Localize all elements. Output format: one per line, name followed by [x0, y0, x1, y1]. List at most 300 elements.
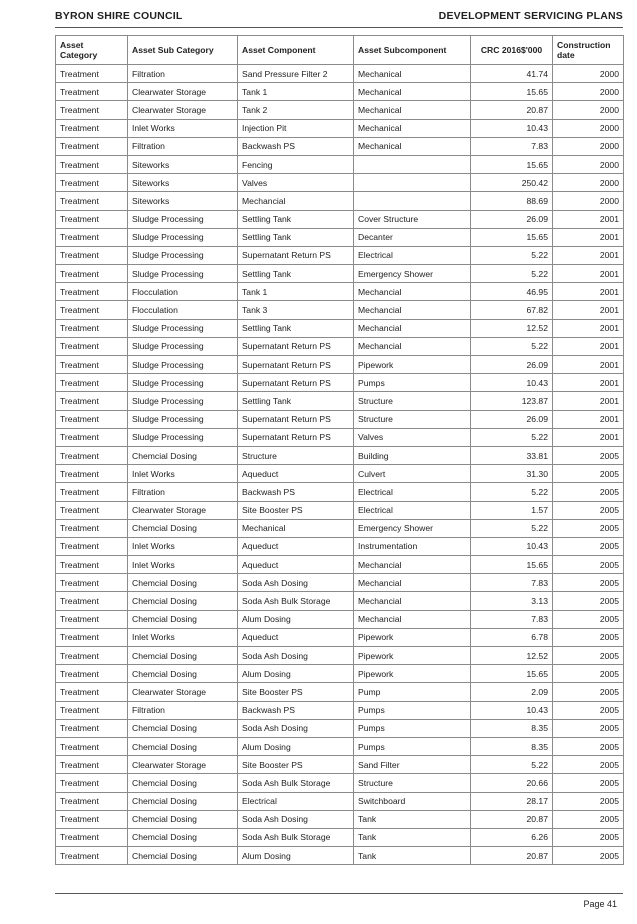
cell-asset-component: Aqueduct — [238, 556, 354, 574]
cell-asset-sub-category: Sludge Processing — [128, 337, 238, 355]
cell-construction-date: 2001 — [553, 428, 624, 446]
cell-construction-date: 2001 — [553, 246, 624, 264]
cell-asset-sub-category: Clearwater Storage — [128, 756, 238, 774]
cell-asset-sub-category: Chemcial Dosing — [128, 828, 238, 846]
table-row — [56, 665, 624, 683]
cell-asset-sub-category: Sludge Processing — [128, 319, 238, 337]
cell-asset-component: Injection Pit — [238, 119, 354, 137]
cell-construction-date: 2005 — [553, 556, 624, 574]
col-asset-sub-category: Asset Sub Category — [128, 36, 238, 65]
cell-asset-subcomponent: Pump — [354, 683, 471, 701]
cell-construction-date: 2005 — [553, 592, 624, 610]
cell-crc: 123.87 — [471, 392, 553, 410]
cell-construction-date: 2005 — [553, 483, 624, 501]
table-row — [56, 756, 624, 774]
cell-crc: 31.30 — [471, 465, 553, 483]
table-row — [56, 246, 624, 264]
cell-asset-sub-category: Chemcial Dosing — [128, 810, 238, 828]
cell-asset-component: Aqueduct — [238, 628, 354, 646]
cell-asset-category: Treatment — [56, 628, 128, 646]
cell-crc: 15.65 — [471, 556, 553, 574]
cell-asset-sub-category: Chemcial Dosing — [128, 519, 238, 537]
asset-table — [55, 35, 624, 865]
cell-asset-category: Treatment — [56, 155, 128, 173]
cell-asset-sub-category: Sludge Processing — [128, 374, 238, 392]
cell-asset-component: Alum Dosing — [238, 610, 354, 628]
cell-asset-component: Aqueduct — [238, 465, 354, 483]
cell-asset-component: Sand Pressure Filter 2 — [238, 65, 354, 83]
cell-asset-component: Site Booster PS — [238, 501, 354, 519]
cell-asset-component: Settling Tank — [238, 228, 354, 246]
cell-asset-component: Soda Ash Bulk Storage — [238, 592, 354, 610]
cell-construction-date: 2005 — [553, 774, 624, 792]
table-row — [56, 592, 624, 610]
cell-asset-subcomponent: Culvert — [354, 465, 471, 483]
cell-crc: 26.09 — [471, 410, 553, 428]
cell-crc: 5.22 — [471, 756, 553, 774]
cell-asset-component: Supernatant Return PS — [238, 374, 354, 392]
cell-asset-component: Alum Dosing — [238, 665, 354, 683]
cell-asset-category: Treatment — [56, 756, 128, 774]
cell-crc: 26.09 — [471, 356, 553, 374]
cell-crc: 26.09 — [471, 210, 553, 228]
table-row — [56, 228, 624, 246]
cell-asset-category: Treatment — [56, 283, 128, 301]
cell-asset-subcomponent: Switchboard — [354, 792, 471, 810]
cell-crc: 10.43 — [471, 701, 553, 719]
cell-asset-component: Aqueduct — [238, 537, 354, 555]
cell-asset-category: Treatment — [56, 610, 128, 628]
cell-asset-subcomponent: Mechanical — [354, 83, 471, 101]
cell-asset-sub-category: Filtration — [128, 701, 238, 719]
table-row — [56, 137, 624, 155]
cell-asset-sub-category: Clearwater Storage — [128, 501, 238, 519]
cell-asset-subcomponent: Mechanical — [354, 137, 471, 155]
cell-construction-date: 2005 — [553, 683, 624, 701]
cell-asset-subcomponent: Tank — [354, 810, 471, 828]
document-title: DEVELOPMENT SERVICING PLANS — [438, 10, 623, 22]
cell-asset-subcomponent: Emergency Shower — [354, 265, 471, 283]
cell-asset-component: Settling Tank — [238, 392, 354, 410]
page-number: Page 41 — [583, 899, 617, 909]
cell-construction-date: 2000 — [553, 192, 624, 210]
cell-asset-component: Soda Ash Bulk Storage — [238, 774, 354, 792]
cell-crc: 15.65 — [471, 665, 553, 683]
footer-rule — [55, 893, 623, 894]
cell-asset-category: Treatment — [56, 574, 128, 592]
cell-crc: 15.65 — [471, 228, 553, 246]
cell-asset-component: Soda Ash Dosing — [238, 574, 354, 592]
cell-construction-date: 2001 — [553, 301, 624, 319]
cell-asset-sub-category: Chemcial Dosing — [128, 719, 238, 737]
cell-asset-subcomponent: Pipework — [354, 628, 471, 646]
cell-asset-subcomponent: Mechancial — [354, 337, 471, 355]
table-row — [56, 392, 624, 410]
cell-asset-sub-category: Inlet Works — [128, 537, 238, 555]
table-row — [56, 610, 624, 628]
cell-asset-component: Soda Ash Dosing — [238, 810, 354, 828]
cell-asset-component: Tank 2 — [238, 101, 354, 119]
cell-crc: 88.69 — [471, 192, 553, 210]
table-row — [56, 774, 624, 792]
cell-asset-subcomponent: Valves — [354, 428, 471, 446]
table-row — [56, 519, 624, 537]
cell-construction-date: 2005 — [553, 847, 624, 865]
cell-asset-component: Settling Tank — [238, 319, 354, 337]
cell-construction-date: 2001 — [553, 410, 624, 428]
cell-asset-category: Treatment — [56, 337, 128, 355]
col-asset-category: Asset Category — [56, 36, 128, 65]
cell-asset-subcomponent: Pumps — [354, 374, 471, 392]
cell-construction-date: 2005 — [553, 719, 624, 737]
cell-asset-subcomponent: Mechancial — [354, 592, 471, 610]
cell-construction-date: 2005 — [553, 792, 624, 810]
table-row — [56, 155, 624, 173]
cell-asset-subcomponent: Pipework — [354, 665, 471, 683]
table-row — [56, 828, 624, 846]
cell-asset-category: Treatment — [56, 701, 128, 719]
cell-asset-category: Treatment — [56, 428, 128, 446]
cell-crc: 6.78 — [471, 628, 553, 646]
cell-construction-date: 2001 — [553, 356, 624, 374]
table-row — [56, 792, 624, 810]
table-row — [56, 265, 624, 283]
cell-asset-component: Valves — [238, 174, 354, 192]
cell-asset-subcomponent: Mechanical — [354, 119, 471, 137]
table-body — [56, 65, 624, 865]
cell-asset-category: Treatment — [56, 592, 128, 610]
cell-construction-date: 2001 — [553, 283, 624, 301]
cell-crc: 10.43 — [471, 119, 553, 137]
cell-asset-subcomponent: Mechancial — [354, 283, 471, 301]
cell-asset-subcomponent: Mechanical — [354, 65, 471, 83]
cell-asset-subcomponent: Electrical — [354, 501, 471, 519]
cell-construction-date: 2005 — [553, 665, 624, 683]
cell-construction-date: 2000 — [553, 155, 624, 173]
table-row — [56, 737, 624, 755]
cell-asset-subcomponent: Structure — [354, 774, 471, 792]
table-row — [56, 410, 624, 428]
table-row — [56, 556, 624, 574]
cell-asset-sub-category: Inlet Works — [128, 556, 238, 574]
cell-asset-category: Treatment — [56, 119, 128, 137]
cell-crc: 5.22 — [471, 483, 553, 501]
cell-construction-date: 2001 — [553, 228, 624, 246]
cell-asset-category: Treatment — [56, 392, 128, 410]
cell-asset-component: Tank 3 — [238, 301, 354, 319]
cell-asset-sub-category: Sludge Processing — [128, 210, 238, 228]
cell-asset-category: Treatment — [56, 792, 128, 810]
cell-construction-date: 2000 — [553, 174, 624, 192]
cell-asset-sub-category: Sludge Processing — [128, 246, 238, 264]
cell-construction-date: 2001 — [553, 210, 624, 228]
cell-asset-component: Soda Ash Dosing — [238, 647, 354, 665]
table-row — [56, 65, 624, 83]
cell-asset-component: Backwash PS — [238, 701, 354, 719]
table-row — [56, 428, 624, 446]
cell-crc: 7.83 — [471, 610, 553, 628]
table-row — [56, 810, 624, 828]
cell-asset-component: Backwash PS — [238, 137, 354, 155]
cell-asset-category: Treatment — [56, 228, 128, 246]
cell-asset-sub-category: Filtration — [128, 137, 238, 155]
cell-crc: 20.66 — [471, 774, 553, 792]
cell-asset-sub-category: Siteworks — [128, 155, 238, 173]
cell-asset-category: Treatment — [56, 410, 128, 428]
cell-asset-sub-category: Chemcial Dosing — [128, 665, 238, 683]
cell-crc: 3.13 — [471, 592, 553, 610]
cell-crc: 7.83 — [471, 574, 553, 592]
table-row — [56, 483, 624, 501]
table-row — [56, 647, 624, 665]
cell-construction-date: 2001 — [553, 319, 624, 337]
table-row — [56, 683, 624, 701]
table-row — [56, 628, 624, 646]
cell-asset-component: Site Booster PS — [238, 756, 354, 774]
cell-asset-subcomponent: Pumps — [354, 737, 471, 755]
cell-asset-sub-category: Sludge Processing — [128, 356, 238, 374]
cell-crc: 8.35 — [471, 719, 553, 737]
cell-asset-subcomponent: Mechancial — [354, 319, 471, 337]
cell-construction-date: 2005 — [553, 701, 624, 719]
cell-asset-sub-category: Chemcial Dosing — [128, 737, 238, 755]
cell-crc: 7.83 — [471, 137, 553, 155]
cell-asset-sub-category: Clearwater Storage — [128, 101, 238, 119]
cell-crc: 20.87 — [471, 810, 553, 828]
cell-crc: 12.52 — [471, 319, 553, 337]
cell-asset-category: Treatment — [56, 556, 128, 574]
cell-asset-category: Treatment — [56, 65, 128, 83]
table-header-row — [56, 36, 624, 65]
table-row — [56, 210, 624, 228]
cell-asset-category: Treatment — [56, 665, 128, 683]
table-row — [56, 301, 624, 319]
cell-asset-sub-category: Clearwater Storage — [128, 83, 238, 101]
cell-crc: 5.22 — [471, 519, 553, 537]
cell-crc: 1.57 — [471, 501, 553, 519]
cell-asset-subcomponent: Instrumentation — [354, 537, 471, 555]
cell-asset-component: Tank 1 — [238, 83, 354, 101]
cell-asset-component: Alum Dosing — [238, 737, 354, 755]
cell-asset-component: Fencing — [238, 155, 354, 173]
cell-asset-subcomponent: Mechanical — [354, 101, 471, 119]
cell-asset-category: Treatment — [56, 501, 128, 519]
table-row — [56, 374, 624, 392]
cell-asset-sub-category: Inlet Works — [128, 119, 238, 137]
cell-construction-date: 2005 — [553, 519, 624, 537]
cell-asset-subcomponent: Building — [354, 446, 471, 464]
table-row — [56, 192, 624, 210]
cell-construction-date: 2000 — [553, 119, 624, 137]
cell-asset-category: Treatment — [56, 465, 128, 483]
table-row — [56, 574, 624, 592]
table-row — [56, 283, 624, 301]
cell-crc: 15.65 — [471, 155, 553, 173]
cell-asset-subcomponent — [354, 192, 471, 210]
cell-crc: 5.22 — [471, 428, 553, 446]
cell-construction-date: 2005 — [553, 574, 624, 592]
cell-asset-category: Treatment — [56, 101, 128, 119]
cell-asset-component: Settling Tank — [238, 265, 354, 283]
cell-asset-component: Backwash PS — [238, 483, 354, 501]
cell-asset-component: Soda Ash Bulk Storage — [238, 828, 354, 846]
cell-asset-component: Structure — [238, 446, 354, 464]
cell-asset-sub-category: Sludge Processing — [128, 410, 238, 428]
table-row — [56, 719, 624, 737]
cell-crc: 67.82 — [471, 301, 553, 319]
cell-asset-category: Treatment — [56, 810, 128, 828]
cell-asset-component: Soda Ash Dosing — [238, 719, 354, 737]
cell-asset-category: Treatment — [56, 683, 128, 701]
cell-asset-subcomponent: Emergency Shower — [354, 519, 471, 537]
cell-asset-subcomponent: Tank — [354, 828, 471, 846]
cell-asset-component: Supernatant Return PS — [238, 428, 354, 446]
cell-asset-component: Supernatant Return PS — [238, 356, 354, 374]
cell-construction-date: 2005 — [553, 610, 624, 628]
cell-asset-subcomponent: Electrical — [354, 246, 471, 264]
cell-construction-date: 2000 — [553, 83, 624, 101]
cell-construction-date: 2005 — [553, 501, 624, 519]
col-asset-component: Asset Component — [238, 36, 354, 65]
cell-asset-sub-category: Flocculation — [128, 283, 238, 301]
cell-crc: 5.22 — [471, 246, 553, 264]
header-rule — [55, 27, 623, 28]
cell-asset-category: Treatment — [56, 210, 128, 228]
cell-asset-component: Supernatant Return PS — [238, 410, 354, 428]
cell-crc: 250.42 — [471, 174, 553, 192]
cell-asset-component: Settling Tank — [238, 210, 354, 228]
cell-construction-date: 2005 — [553, 537, 624, 555]
cell-asset-category: Treatment — [56, 192, 128, 210]
cell-construction-date: 2005 — [553, 628, 624, 646]
cell-crc: 5.22 — [471, 337, 553, 355]
cell-crc: 20.87 — [471, 101, 553, 119]
cell-asset-category: Treatment — [56, 374, 128, 392]
cell-asset-sub-category: Filtration — [128, 483, 238, 501]
cell-construction-date: 2001 — [553, 265, 624, 283]
col-construction-date: Construction date — [553, 36, 624, 65]
cell-asset-subcomponent: Mechancial — [354, 556, 471, 574]
cell-asset-sub-category: Inlet Works — [128, 628, 238, 646]
cell-asset-sub-category: Filtration — [128, 65, 238, 83]
cell-crc: 28.17 — [471, 792, 553, 810]
cell-asset-sub-category: Chemcial Dosing — [128, 792, 238, 810]
cell-crc: 41.74 — [471, 65, 553, 83]
cell-asset-category: Treatment — [56, 828, 128, 846]
cell-asset-component: Supernatant Return PS — [238, 246, 354, 264]
cell-asset-subcomponent: Tank — [354, 847, 471, 865]
cell-asset-category: Treatment — [56, 847, 128, 865]
table-row — [56, 501, 624, 519]
cell-asset-subcomponent: Pumps — [354, 719, 471, 737]
cell-asset-category: Treatment — [56, 174, 128, 192]
cell-asset-subcomponent — [354, 155, 471, 173]
table-row — [56, 847, 624, 865]
cell-asset-category: Treatment — [56, 246, 128, 264]
cell-asset-category: Treatment — [56, 356, 128, 374]
cell-asset-sub-category: Chemcial Dosing — [128, 574, 238, 592]
table-row — [56, 446, 624, 464]
table-row — [56, 465, 624, 483]
cell-asset-subcomponent: Mechancial — [354, 574, 471, 592]
cell-asset-category: Treatment — [56, 719, 128, 737]
cell-crc: 10.43 — [471, 374, 553, 392]
cell-crc: 46.95 — [471, 283, 553, 301]
table-row — [56, 537, 624, 555]
cell-crc: 5.22 — [471, 265, 553, 283]
cell-asset-subcomponent: Cover Structure — [354, 210, 471, 228]
cell-crc: 15.65 — [471, 83, 553, 101]
cell-asset-sub-category: Flocculation — [128, 301, 238, 319]
cell-crc: 8.35 — [471, 737, 553, 755]
cell-asset-sub-category: Sludge Processing — [128, 228, 238, 246]
cell-asset-subcomponent: Pipework — [354, 647, 471, 665]
cell-asset-category: Treatment — [56, 737, 128, 755]
cell-asset-sub-category: Inlet Works — [128, 465, 238, 483]
table-row — [56, 701, 624, 719]
cell-asset-category: Treatment — [56, 137, 128, 155]
cell-construction-date: 2000 — [553, 65, 624, 83]
cell-construction-date: 2001 — [553, 392, 624, 410]
cell-asset-category: Treatment — [56, 537, 128, 555]
cell-asset-category: Treatment — [56, 774, 128, 792]
cell-crc: 33.81 — [471, 446, 553, 464]
cell-construction-date: 2000 — [553, 137, 624, 155]
cell-construction-date: 2001 — [553, 337, 624, 355]
table-row — [56, 83, 624, 101]
cell-asset-component: Mechancial — [238, 192, 354, 210]
cell-asset-category: Treatment — [56, 446, 128, 464]
cell-asset-sub-category: Siteworks — [128, 174, 238, 192]
cell-asset-category: Treatment — [56, 265, 128, 283]
cell-asset-sub-category: Siteworks — [128, 192, 238, 210]
cell-construction-date: 2005 — [553, 828, 624, 846]
cell-asset-category: Treatment — [56, 83, 128, 101]
table-row — [56, 319, 624, 337]
cell-asset-subcomponent: Mechancial — [354, 610, 471, 628]
col-crc: CRC 2016$'000 — [471, 36, 553, 65]
cell-construction-date: 2000 — [553, 101, 624, 119]
cell-asset-category: Treatment — [56, 519, 128, 537]
cell-construction-date: 2005 — [553, 465, 624, 483]
cell-asset-sub-category: Chemcial Dosing — [128, 610, 238, 628]
cell-asset-component: Mechanical — [238, 519, 354, 537]
page-header — [55, 10, 623, 28]
cell-asset-subcomponent: Pumps — [354, 701, 471, 719]
cell-asset-subcomponent: Pipework — [354, 356, 471, 374]
cell-construction-date: 2005 — [553, 810, 624, 828]
cell-asset-sub-category: Sludge Processing — [128, 265, 238, 283]
col-asset-subcomponent: Asset Subcomponent — [354, 36, 471, 65]
cell-asset-category: Treatment — [56, 483, 128, 501]
cell-asset-sub-category: Chemcial Dosing — [128, 847, 238, 865]
cell-asset-subcomponent: Mechancial — [354, 301, 471, 319]
cell-asset-sub-category: Chemcial Dosing — [128, 647, 238, 665]
cell-asset-sub-category: Clearwater Storage — [128, 683, 238, 701]
cell-construction-date: 2005 — [553, 446, 624, 464]
cell-asset-sub-category: Chemcial Dosing — [128, 446, 238, 464]
cell-asset-component: Alum Dosing — [238, 847, 354, 865]
table-row — [56, 119, 624, 137]
cell-construction-date: 2005 — [553, 647, 624, 665]
cell-crc: 20.87 — [471, 847, 553, 865]
cell-asset-sub-category: Sludge Processing — [128, 392, 238, 410]
council-name: BYRON SHIRE COUNCIL — [55, 10, 183, 22]
table-row — [56, 174, 624, 192]
table-row — [56, 101, 624, 119]
table-row — [56, 356, 624, 374]
cell-crc: 10.43 — [471, 537, 553, 555]
